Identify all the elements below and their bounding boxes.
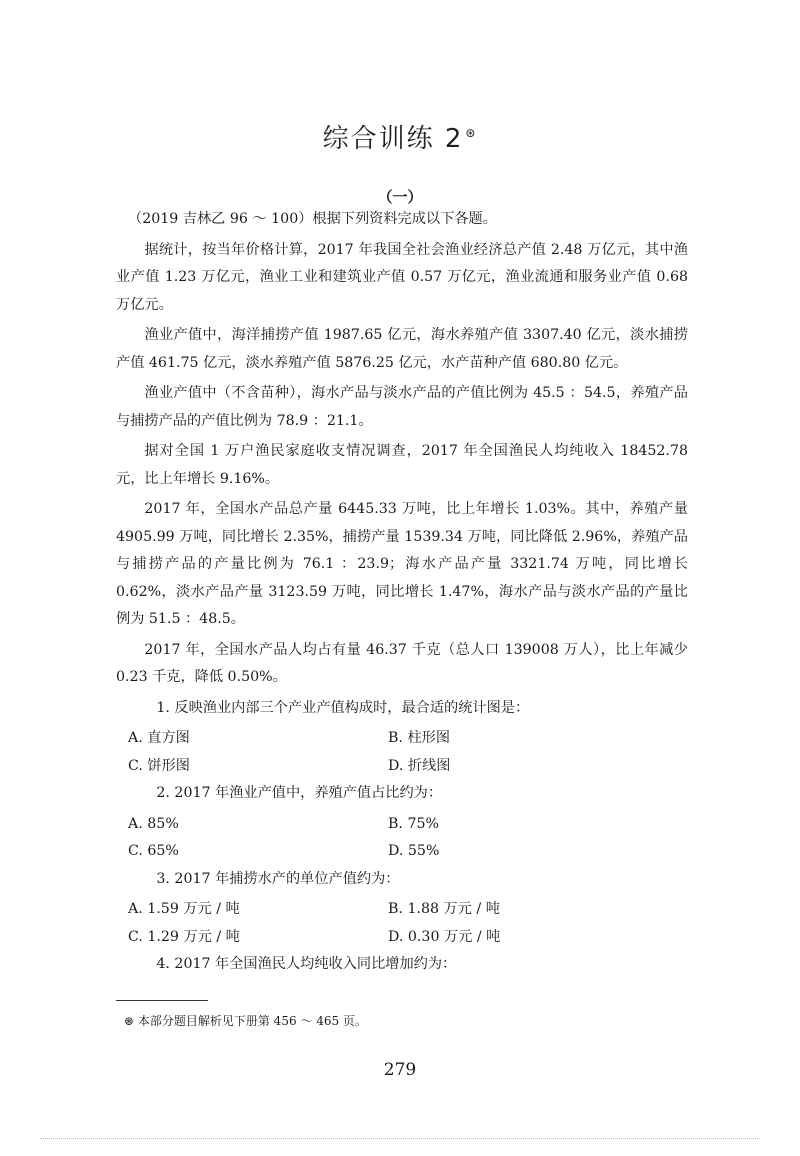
question-block <box>116 695 688 781</box>
option-row <box>116 811 688 839</box>
option-a: A. 1.59 万元 / 吨 <box>128 901 240 917</box>
intro-line: （2019 吉林乙 96 ～ 100）根据下列资料完成以下各题。 <box>128 211 497 227</box>
option-d: D. 0.30 万元 / 吨 <box>388 928 501 945</box>
option-row <box>116 924 688 952</box>
option-b: B. 1.88 万元 / 吨 <box>388 901 500 917</box>
option-b: B. 75% <box>388 815 439 832</box>
option-c: C. 饼形图 <box>128 757 190 774</box>
page-number: 279 <box>383 1060 417 1080</box>
paragraph: 2017 年，全国水产品总产量 6445.33 万吨，比上年增长 1.03%。其中，养殖产量 4905.99 万吨，同比增长 2.35%，捕捞产量 1539.34 万吨，同比降低 2.96%，养殖产品与捕捞产品的产量比例为 76.1 ：23.9；海水产品产量 3321.74 万吨，同比增长 0.62%，淡水产品产量 3123.59 万吨，同比增长 1.47%，海水产品与淡水产品的产量比例为 51.5 ：48.5。 <box>116 501 688 627</box>
question-block <box>116 780 688 866</box>
scan-artifact-divider <box>40 1138 760 1141</box>
section-heading: （一） <box>377 188 423 206</box>
title-text: 综合训练 2 <box>322 124 464 154</box>
question-text: 4. 2017 年全国渔民人均纯收入同比增加约为： <box>156 956 457 972</box>
footnote-divider <box>116 1000 208 1001</box>
question-text: 2. 2017 年渔业产值中，养殖产值占比约为： <box>156 785 443 801</box>
paragraph: 据对全国 1 万户渔民家庭收支情况调查，2017 年全国渔民人均纯收入 18452.78 元，比上年增长 9.16%。 <box>116 443 688 487</box>
paragraph: 渔业产值中（不含苗种），海水产品与淡水产品的产值比例为 45.5 ：54.5，养殖产品与捕捞产品的产值比例为 78.9 ：21.1。 <box>116 385 688 429</box>
option-row <box>116 896 688 924</box>
option-row <box>116 838 688 866</box>
paragraph: 据统计，按当年价格计算，2017 年我国全社会渔业经济总产值 2.48 万亿元，其中渔业产值 1.23 万亿元，渔业工业和建筑业产值 0.57 万亿元，渔业流通和服务业产值 0.68 万亿元。 <box>116 241 688 313</box>
option-a: A. 直方图 <box>128 730 190 746</box>
paragraph: 2017 年，全国水产品人均占有量 46.37 千克（总人口 139008 万人），比上年减少 0.23 千克，降低 0.50%。 <box>116 641 688 685</box>
option-d: D. 折线图 <box>388 757 451 774</box>
document-body <box>116 206 688 982</box>
page-title <box>0 118 800 155</box>
option-row <box>116 725 688 753</box>
option-row <box>116 753 688 781</box>
option-c: C. 1.29 万元 / 吨 <box>128 928 240 945</box>
option-b: B. 柱形图 <box>388 730 451 746</box>
paragraph: 渔业产值中，海洋捕捞产值 1987.65 亿元，海水养殖产值 3307.40 亿元，淡水捕捞产值 461.75 亿元，淡水养殖产值 5876.25 亿元，水产苗种产值 680.80 亿元。 <box>116 327 688 371</box>
option-d: D. 55% <box>388 843 440 859</box>
footnote: ⊛ 本部分题目解析见下册第 456 ～ 465 页。 <box>124 1014 367 1028</box>
question-text: 1. 反映渔业内部三个产业产值构成时，最合适的统计图是： <box>156 699 530 716</box>
footnote-mark-icon: ⊛ <box>465 126 478 141</box>
option-a: A. 85% <box>128 815 179 832</box>
question-block <box>116 866 688 952</box>
option-c: C. 65% <box>128 843 179 859</box>
question-text: 3. 2017 年捕捞水产的单位产值约为： <box>156 870 400 887</box>
